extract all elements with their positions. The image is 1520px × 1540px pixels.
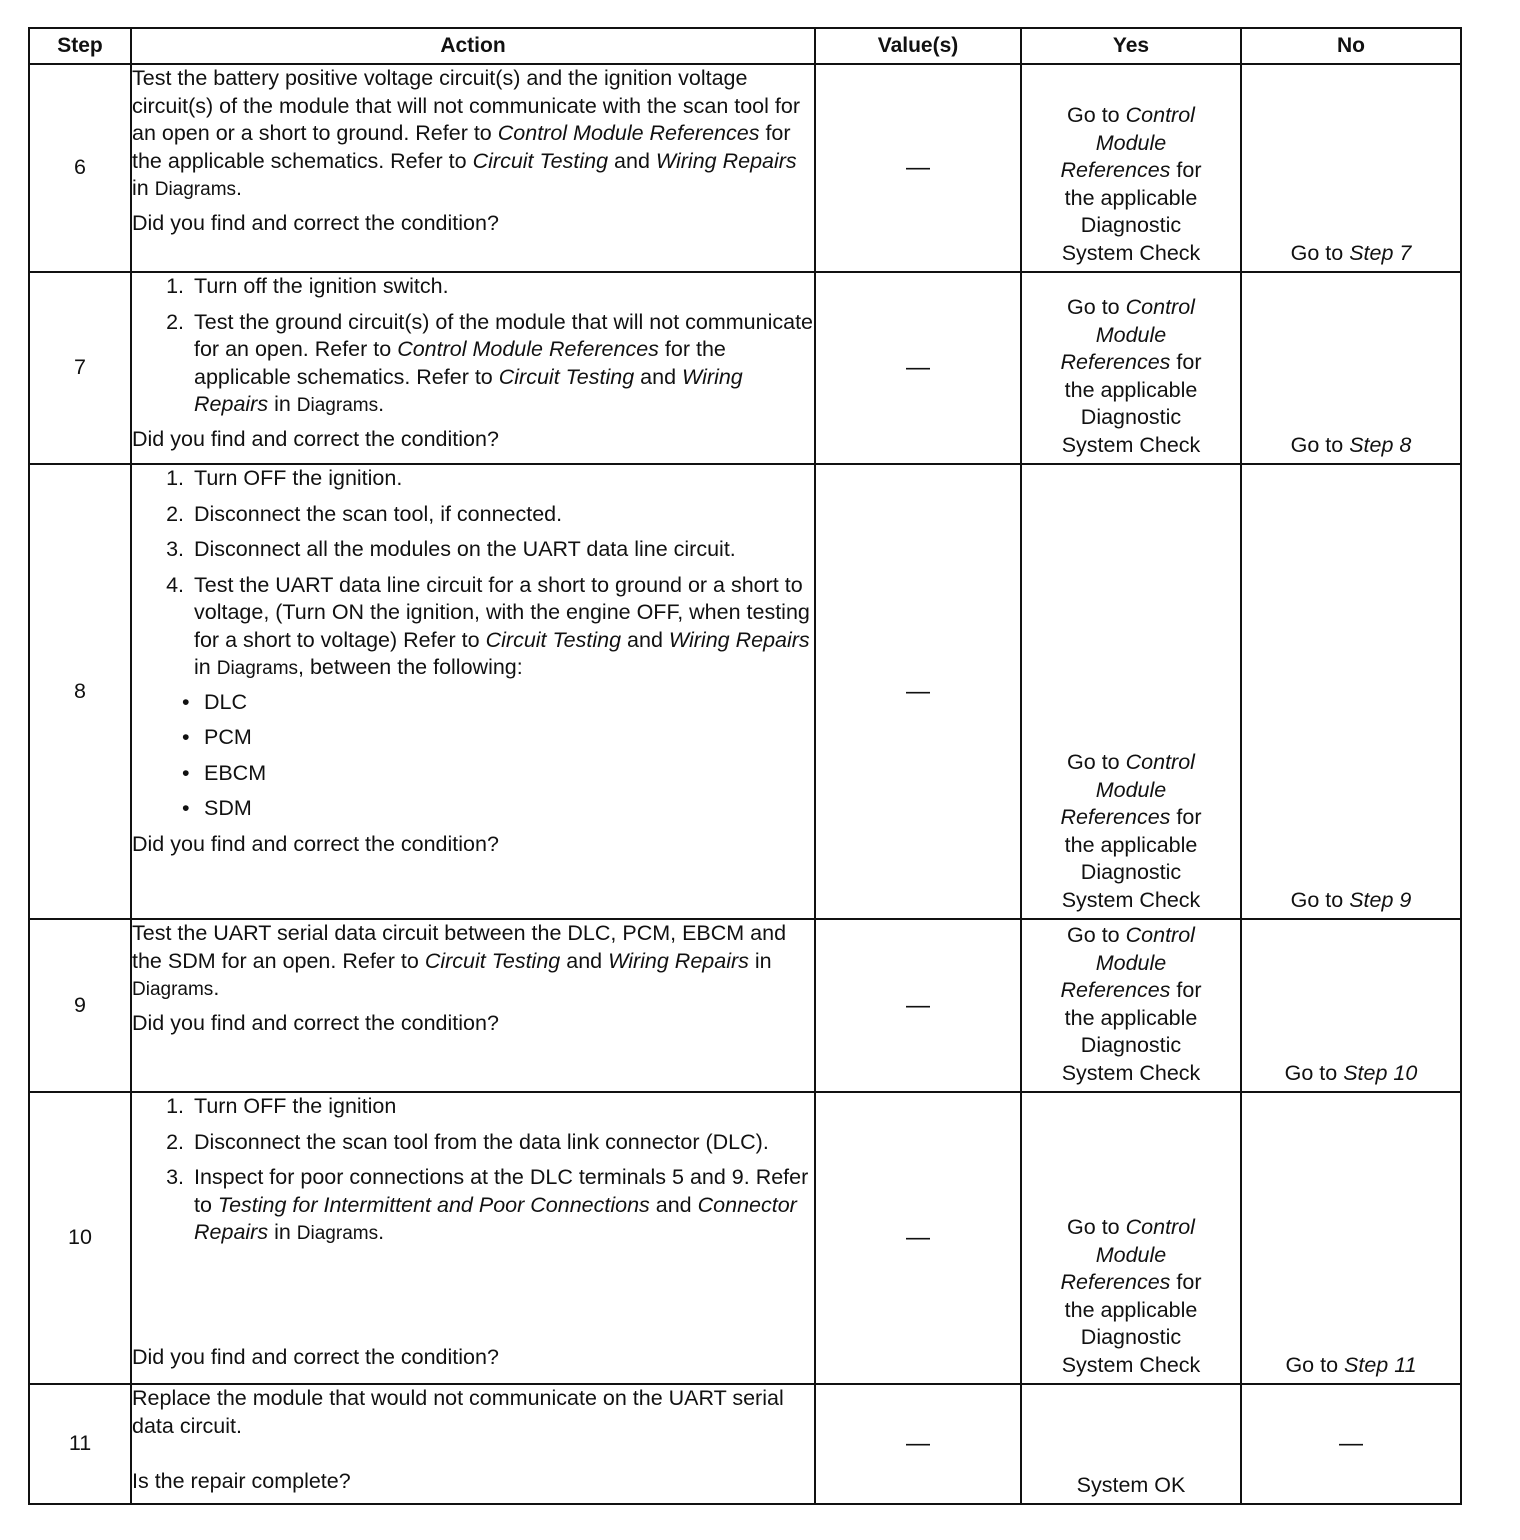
yes-cell: Go to Control Module References for the applicable Diagnostic System Check <box>1021 64 1241 272</box>
list-item: 1. Turn off the ignition switch. <box>190 273 814 301</box>
list-item: 3. Disconnect all the modules on the UART data line circuit. <box>190 536 814 564</box>
table-row <box>29 464 1461 919</box>
action-text: Test the UART serial data circuit between the DLC, PCM, EBCM and the SDM for an open. Refer to Circuit Testing and Wiring Repairs in Diagrams. <box>132 921 787 1000</box>
list-item: • DLC <box>204 689 814 717</box>
action-steps-list <box>132 1093 814 1248</box>
step-number: 11 <box>29 1384 131 1504</box>
yes-cell: Go to Control Module References for the applicable Diagnostic System Check <box>1021 919 1241 1092</box>
yes-cell: Go to Control Module References for the applicable Diagnostic System Check <box>1021 464 1241 919</box>
list-item: • EBCM <box>204 760 814 788</box>
list-item: 2. Test the ground circuit(s) of the module that will not communicate for an open. Refer to Control Module References for the applicable schematics. Refer to Circuit Testing and Wiring Repairs in Diagrams. <box>190 309 814 420</box>
value-cell: — <box>815 464 1021 919</box>
list-item: 1. Turn OFF the ignition. <box>190 465 814 493</box>
action-steps-list <box>132 273 814 420</box>
table-row <box>29 919 1461 1092</box>
no-cell: Go to Step 9 <box>1241 464 1461 919</box>
step-number: 6 <box>29 64 131 272</box>
no-cell: — <box>1241 1384 1461 1504</box>
yes-cell: Go to Control Module References for the applicable Diagnostic System Check <box>1021 272 1241 464</box>
action-cell <box>131 64 815 272</box>
action-question: Did you find and correct the condition? <box>132 1010 499 1035</box>
yes-cell: System OK <box>1021 1384 1241 1504</box>
value-cell: — <box>815 272 1021 464</box>
action-question: Did you find and correct the condition? <box>132 426 499 451</box>
header-step: Step <box>29 28 131 64</box>
action-cell <box>131 464 815 919</box>
header-row <box>29 28 1461 64</box>
value-cell: — <box>815 919 1021 1092</box>
list-item: 3. Inspect for poor connections at the DLC terminals 5 and 9. Refer to Testing for Intermittent and Poor Connections and Connector Repairs in Diagrams. <box>190 1164 814 1248</box>
action-steps-list <box>132 465 814 683</box>
no-cell: Go to Step 7 <box>1241 64 1461 272</box>
yes-cell: Go to Control Module References for the applicable Diagnostic System Check <box>1021 1092 1241 1384</box>
action-cell <box>131 1384 815 1504</box>
action-question: Did you find and correct the condition? <box>132 1344 499 1369</box>
table-row <box>29 272 1461 464</box>
step-number: 9 <box>29 919 131 1092</box>
action-text: Test the battery positive voltage circuit(s) and the ignition voltage circuit(s) of the module that will not communicate with the scan tool for an open or a short to ground. Refer to Control Module References for the applicable schematics. Refer to Circuit Testing and Wiring Repairs in Diagrams. <box>132 66 800 200</box>
action-cell <box>131 1092 815 1384</box>
list-item: 1. Turn OFF the ignition <box>190 1093 814 1121</box>
header-no: No <box>1241 28 1461 64</box>
step-number: 8 <box>29 464 131 919</box>
value-cell: — <box>815 64 1021 272</box>
action-cell <box>131 919 815 1092</box>
list-item: 4. Test the UART data line circuit for a short to ground or a short to voltage, (Turn ON the ignition, with the engine OFF, when testing for a short to voltage) Refer to Circuit Testing and Wiring Repairs in Diagrams, between the following: <box>190 572 814 683</box>
action-cell <box>131 272 815 464</box>
list-item: • PCM <box>204 724 814 752</box>
diagnostic-table <box>28 27 1462 1505</box>
module-bullet-list <box>132 689 814 823</box>
no-cell: Go to Step 8 <box>1241 272 1461 464</box>
no-cell: Go to Step 10 <box>1241 919 1461 1092</box>
action-question: Is the repair complete? <box>132 1468 351 1493</box>
value-cell: — <box>815 1384 1021 1504</box>
table-row <box>29 64 1461 272</box>
header-yes: Yes <box>1021 28 1241 64</box>
list-item: • SDM <box>204 795 814 823</box>
header-action: Action <box>131 28 815 64</box>
table-row <box>29 1092 1461 1384</box>
action-question: Did you find and correct the condition? <box>132 210 499 235</box>
step-number: 7 <box>29 272 131 464</box>
list-item: 2. Disconnect the scan tool from the data link connector (DLC). <box>190 1129 814 1157</box>
action-question: Did you find and correct the condition? <box>132 831 499 856</box>
step-number: 10 <box>29 1092 131 1384</box>
header-values: Value(s) <box>815 28 1021 64</box>
action-text: Replace the module that would not communicate on the UART serial data circuit. <box>132 1386 784 1438</box>
no-cell: Go to Step 11 <box>1241 1092 1461 1384</box>
value-cell: — <box>815 1092 1021 1384</box>
list-item: 2. Disconnect the scan tool, if connected. <box>190 501 814 529</box>
table-row <box>29 1384 1461 1504</box>
